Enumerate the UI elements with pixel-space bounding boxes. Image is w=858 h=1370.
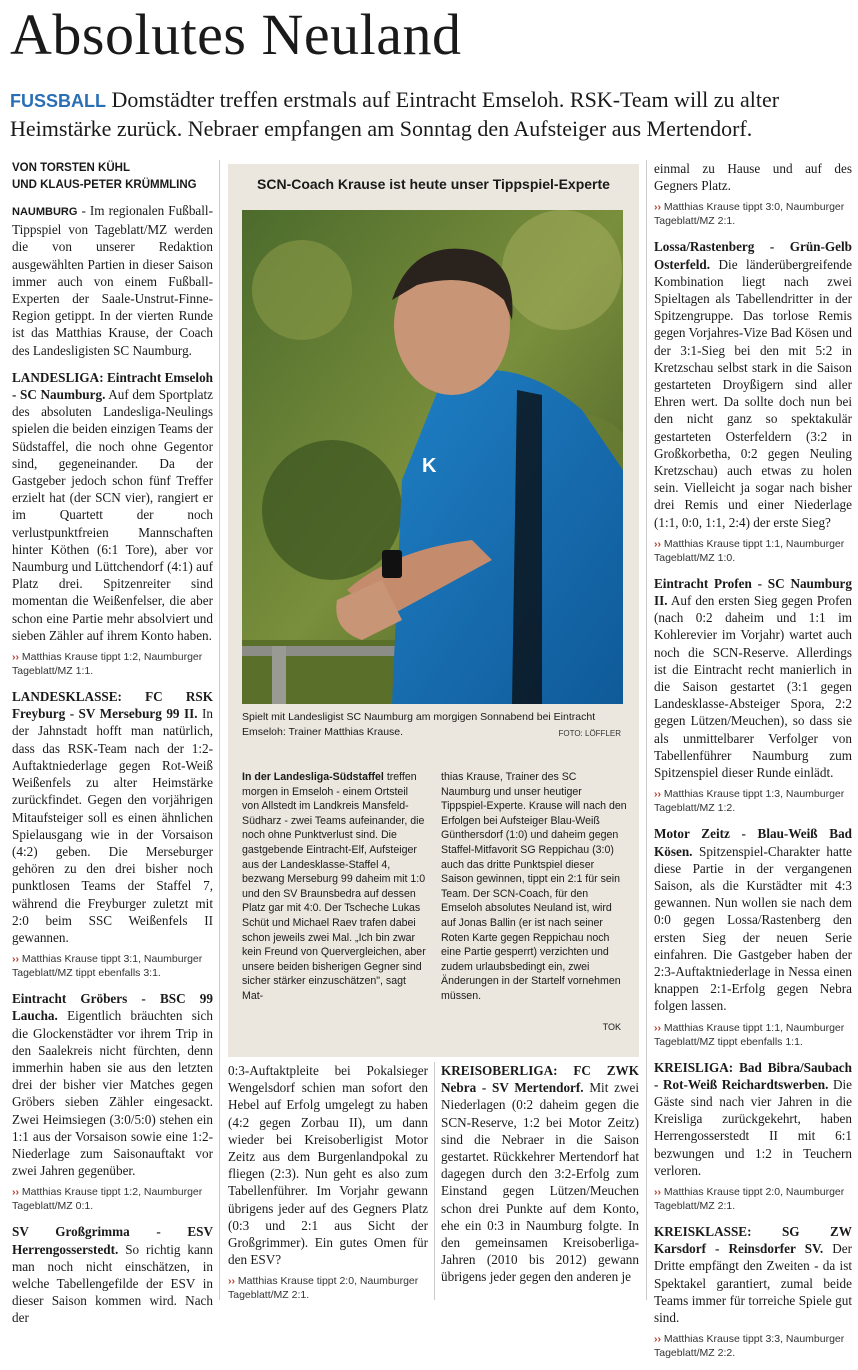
game-paragraph: [12, 1223, 213, 1326]
game-paragraph: [654, 1059, 852, 1179]
game-text: Eigentlich bräuchten sich die Glockenstädter vor ihrem Trip in den Saalekreis nicht fürchten, denn immerhin haben sie aus den letzten drei der bisher vier Matches gegen Gröbers sieben Zähler eingesackt. Zwei Heimsiegen (3:0/5:0) stehen ein 1:1 aus der Vorsaison sowie eine 1:2-Niederlage zum Saisonauftakt vor zwei Jahren gegenüber.: [12, 1008, 213, 1179]
tipp-text: Matthias Krause tippt 3:1, Naumburger Tageblatt/MZ tippt ebenfalls 3:1.: [12, 953, 203, 980]
column-4: [654, 160, 852, 1370]
tipp-text: Matthias Krause tippt 1:1, Naumburger Tageblatt/MZ 1:0.: [654, 537, 845, 564]
dek: [10, 86, 850, 142]
game-heading: SV Großgrimma - ESV Herrengosserstedt.: [12, 1224, 213, 1257]
game-text: Auf dem Sportplatz des absoluten Landesliga-Neulings spielen die beiden einzigen Teams der Südstaffel, die noch ohne Gegentor sind, gegeneinander. Da der Gastgeber jedoch schon fünf Treffer erzielt hat (der SCN vier), rangiert er im Quartett der noch verlustpunktfreien Mannschaften hinter Köthen (6:1 Tore), aber vor Naumburg und Lüttchendorf (4:1) auf Platz drei. Spitzenreiter sind momentan die Weißenfelser, die aber schon eine Partie mehr absolviert und sieben Zähler auf ihrem Konto haben.: [12, 387, 213, 643]
photo-caption: Spielt mit Landesligist SC Naumburg am morgigen Sonnabend bei Eintracht Emseloh: Trainer Matthias Krause.: [242, 711, 596, 738]
tipp-text: Matthias Krause tippt 3:3, Naumburger Tageblatt/MZ 2:2.: [654, 1333, 845, 1360]
game-heading: KREISOBERLIGA: FC ZWK Nebra - SV Mertendorf.: [441, 1063, 639, 1096]
game-heading: Motor Zeitz - Blau-Weiß Bad Kösen.: [654, 826, 852, 859]
game-paragraph: [12, 369, 213, 644]
tipp-line: [654, 537, 852, 565]
game-text: Mit zwei Niederlagen (0:2 daheim gegen die SCN-Reserve, 1:2 bei Motor Zeitz) sind die Nebraer in die Saison gestartet. Rückkehrer Mertendorf hat dagegen durch den 3:2-Erfolg zum Einstand gegen Lützen/Meuchen schon drei Punkte auf dem Konto, ehe ein 0:3 in Naumburg folgte. In den gemeinsamen Kreisoberliga-Jahren (2010 bis 2012) gewann übrigens jeder gegen den anderen je: [441, 1080, 639, 1285]
game-paragraph: [441, 1062, 639, 1286]
info-box: [228, 164, 639, 1057]
box-lead: In der Landesliga-Südstaffel: [242, 771, 384, 783]
column-divider: [219, 160, 220, 1300]
game-heading: LANDESLIGA: Eintracht Emseloh - SC Naumburg.: [12, 369, 213, 403]
tipp-line: [12, 650, 213, 678]
game-text: Die länderübergreifende Kombination liegt nach zwei Spieltagen als Tabellendritter in der Spitzengruppe. Das torlose Remis gegen Vorjahres-Vize Bad Kösen und der 3:1-Sieg bei den mit 5:2 in Kretzschau selbst stark in die Saison gestarteten Droyßigern sind aller Ehren wert. Da sollte doch nun bei den nicht ganz so spektakulär gestarteten Osterfeldern (3:2 in Großkorbetha, 0:2 gegen Neuling Kretzschau) auch etwas zu holen sein. Vielleicht ja sogar nach bisher drei Remis und einer Niederlage (1:1, 0:0, 1:1, 2:4) der erste Sieg?: [654, 256, 852, 530]
byline-line-1: VON TORSTEN KÜHL: [12, 162, 130, 174]
game-text: Auf den ersten Sieg gegen Profen (nach 0:2 daheim und 1:1 im Kohlerevier im Vorjahr) wartet auch noch die SCN-Reserve. Allerdings ist die Eintracht recht manierlich in die Saison gestartet (3:1 gegen Landesklasse-Absteiger Spora, 2:2 gegen Lützen/Meuchen), so dass sie als unmittelbarer Verfolger von Tabellenführer Naumburg zum Spitzenspiel dieser Runde einlädt.: [654, 593, 852, 781]
dek-text: Domstädter treffen erstmals auf Eintracht Emseloh. RSK-Team will zu alter Heimstärke zurück. Nebraer empfangen am Sonntag den Aufsteiger aus Mertendorf.: [10, 87, 780, 141]
game-text: Spitzenspiel-Charakter hatte diese Partie in der vergangenen Saison, als die Kurstädter mit 4:3 gewannen. Nun wollen sie nach dem 0:0 gegen Lossa/Rastenberg den ersten Sieg der neuen Serie einfahren. Die Gastgeber haben der 2:3-Auftaktniederlage in Nessa einen knappen 2:1-Erfolg gegen Nebra folgen lassen.: [654, 843, 852, 1014]
column-1: [12, 160, 213, 1333]
tipp-text: Matthias Krause tippt 2:0, Naumburger Tageblatt/MZ 2:1.: [654, 1185, 845, 1212]
game-paragraph: [654, 575, 852, 781]
column-divider: [434, 1062, 435, 1300]
game-heading: KREISLIGA: Bad Bibra/Saubach - Rot-Weiß Reichardtswerben.: [654, 1059, 852, 1092]
tipp-marker: ››: [12, 651, 19, 664]
column-divider: [646, 160, 647, 1300]
box-left-text: treffen morgen in Emseloh - einem Ortsteil von Allstedt im Landkreis Mansfeld-Südharz - zwei Teams aufeinander, die noch ohne Punktverlust sind. Die gastgebende Eintracht-Elf, Aufsteiger aus der Landesklasse-Staffel 4, bezwang Merseburg 99 daheim mit 1:0 und den SV Braunsbedra auf dessen Platz gar mit 4:0. Der Tscheche Lukas Schüt und Michael Raev trafen dabei schon jeweils zwei Mal. „Ich bin zwar kein Freund von Quervergleichen, aber unsere beiden bisherigen Gegner sind sicher stärker einzuschätzen", sagt Mat-: [242, 771, 426, 1002]
box-right-text: thias Krause, Trainer des SC Naumburg und unser heutiger Tippspiel-Experte. Krause will nach den Erfolgen bei Aufsteiger Blau-Weiß Günthersdorf (1:0) und daheim gegen Staffel-Mitfavorit SG Reppichau (3:0) auch das dritte Punktspiel dieser Saison gewinnen, tippt ein 2:1 für sein Team. Der SCN-Coach, für den Emseloh absolutes Neuland ist, wird auf Jonas Ballin (er ist nach seiner Roten Karte gegen Reppichau noch eine Partie gesperrt) verzichten und zudem urlaubsbedingt ein, zwei Änderungen in der Startelf vornehmen müssen.: [441, 771, 627, 1002]
tipp-marker: ››: [12, 953, 19, 966]
coach-photo-illustration: [242, 210, 623, 704]
intro-paragraph: [12, 202, 213, 359]
tipp-text: Matthias Krause tippt 2:0, Naumburger Tageblatt/MZ 2:1.: [228, 1275, 419, 1302]
tipp-marker: ››: [654, 1333, 661, 1346]
dateline: NAUMBURG: [12, 206, 78, 218]
tipp-text: Matthias Krause tippt 1:1, Naumburger Tageblatt/MZ tippt ebenfalls 1:1.: [654, 1021, 845, 1048]
tipp-line: [228, 1274, 428, 1302]
tipp-text: Matthias Krause tippt 1:3, Naumburger Tageblatt/MZ 1:2.: [654, 788, 845, 815]
tipp-text: Matthias Krause tippt 1:2, Naumburger Tageblatt/MZ 0:1.: [12, 1186, 203, 1213]
tipp-marker: ››: [654, 537, 661, 550]
tipp-line: [654, 200, 852, 228]
continued-text: einmal zu Hause und auf des Gegners Platz.: [654, 161, 852, 194]
column-3-bottom: [441, 1062, 639, 1292]
tipp-line: [654, 1185, 852, 1213]
continued-text: 0:3-Auftaktpleite bei Pokalsieger Wengelsdorf schien man sofort den Hebel auf Erfolg umgelegt zu haben (4:2 gegen Zorbau II), um dann wieder bei Kreisoberligist Motor Zeitz aus dem Burgenlandpokal zu fliegen (2:3). Nun geht es also zum Tabellenführer. Im Vorjahr gewann übrigens jeder auf des Gegners Platz (0:3 und 2:1 aus Sicht der Großgrimmer). Ein gutes Omen für den ESV?: [228, 1063, 428, 1268]
game-text: In der Jahnstadt hofft man natürlich, dass das RSK-Team nach der 1:2-Auftaktniederlage gegen Rot-Weiß Weißenfels zu alter Heimstärke zurückfindet. Gegen den vorjährigen Mitaufsteiger soll es einen ähnlichen Spielausgang wie in der Vorsaison (4:2) geben. Die Merseburger gehören zu den drei bisher noch punktlosen Teams der Staffel 7, während die Freyburger zuletzt mit 2:0 beim SSC Weißenfels II gewannen.: [12, 706, 213, 945]
kicker: FUSSBALL: [10, 91, 106, 111]
tipp-line: [654, 787, 852, 815]
photo-credit: FOTO: LÖFFLER: [558, 729, 621, 738]
game-paragraph: [12, 990, 213, 1179]
svg-text:K: K: [422, 455, 437, 477]
tipp-text: Matthias Krause tippt 1:2, Naumburger Tageblatt/MZ 1:1.: [12, 651, 203, 678]
game-paragraph: [654, 1223, 852, 1326]
game-heading: LANDESKLASSE: FC RSK Freyburg - SV Merseburg 99 II.: [12, 689, 213, 722]
game-text: Der Dritte empfängt den Zweiten - da ist Spektakel garantiert, zumal beide Teams immer für torreiche Spiele gut sind.: [654, 1241, 852, 1325]
game-text: Die Gäste sind nach vier Jahren in die Kreisliga zurückgekehrt, haben Herrengosserstedt II mit 6:1 bezwungen und 1:2 in Teuchern verloren.: [654, 1076, 853, 1178]
game-paragraph: [12, 688, 213, 946]
headline: Absolutes Neuland: [10, 2, 462, 67]
box-column-right: [441, 770, 627, 1004]
game-heading: Lossa/Rastenberg - Grün-Gelb Osterfeld.: [654, 239, 852, 272]
tipp-marker: ››: [654, 1185, 661, 1198]
game-heading: Eintracht Profen - SC Naumburg II.: [654, 575, 852, 609]
tipp-marker: ››: [228, 1275, 235, 1288]
game-text: So richtig kann man noch nicht einschätzen, in welche Tabellengefilde der ESV in dieser Saison kommen wird. Nach der: [12, 1241, 213, 1326]
column-2-bottom: [228, 1062, 428, 1312]
author-initials: TOK: [602, 1022, 621, 1032]
tipp-line: [654, 1332, 852, 1360]
byline: [12, 160, 213, 194]
tipp-line: [12, 952, 213, 980]
tipp-marker: ››: [654, 201, 661, 214]
game-paragraph: [654, 825, 852, 1014]
intro-text: - Im regionalen Fußball-Tippspiel von Tageblatt/MZ werden die von unserer Redaktion ausgewählten Partien in dieser Saison immer auch von einem Fußball-Experten der Saale-Unstrut-Finne-Region getippt. In der vierten Runde ist das Matthias Krause, der Coach des Landesligisten SC Naumburg.: [12, 203, 213, 358]
box-title: SCN-Coach Krause ist heute unser Tippspiel-Experte: [257, 176, 610, 192]
tipp-line: [654, 1021, 852, 1049]
tipp-marker: ››: [654, 1021, 661, 1034]
game-paragraph: [654, 238, 852, 530]
tipp-line: [12, 1185, 213, 1213]
tipp-marker: ››: [654, 788, 661, 801]
tipp-text: Matthias Krause tippt 3:0, Naumburger Tageblatt/MZ 2:1.: [654, 201, 845, 228]
box-column-left: [242, 770, 428, 1004]
game-heading: KREISKLASSE: SG ZW Karsdorf - Reinsdorfer SV.: [654, 1223, 852, 1257]
byline-line-2: UND KLAUS-PETER KRÜMMLING: [12, 179, 197, 191]
tipp-marker: ››: [12, 1186, 19, 1199]
game-heading: Eintracht Gröbers - BSC 99 Laucha.: [12, 991, 213, 1024]
coach-photo: [242, 210, 623, 704]
